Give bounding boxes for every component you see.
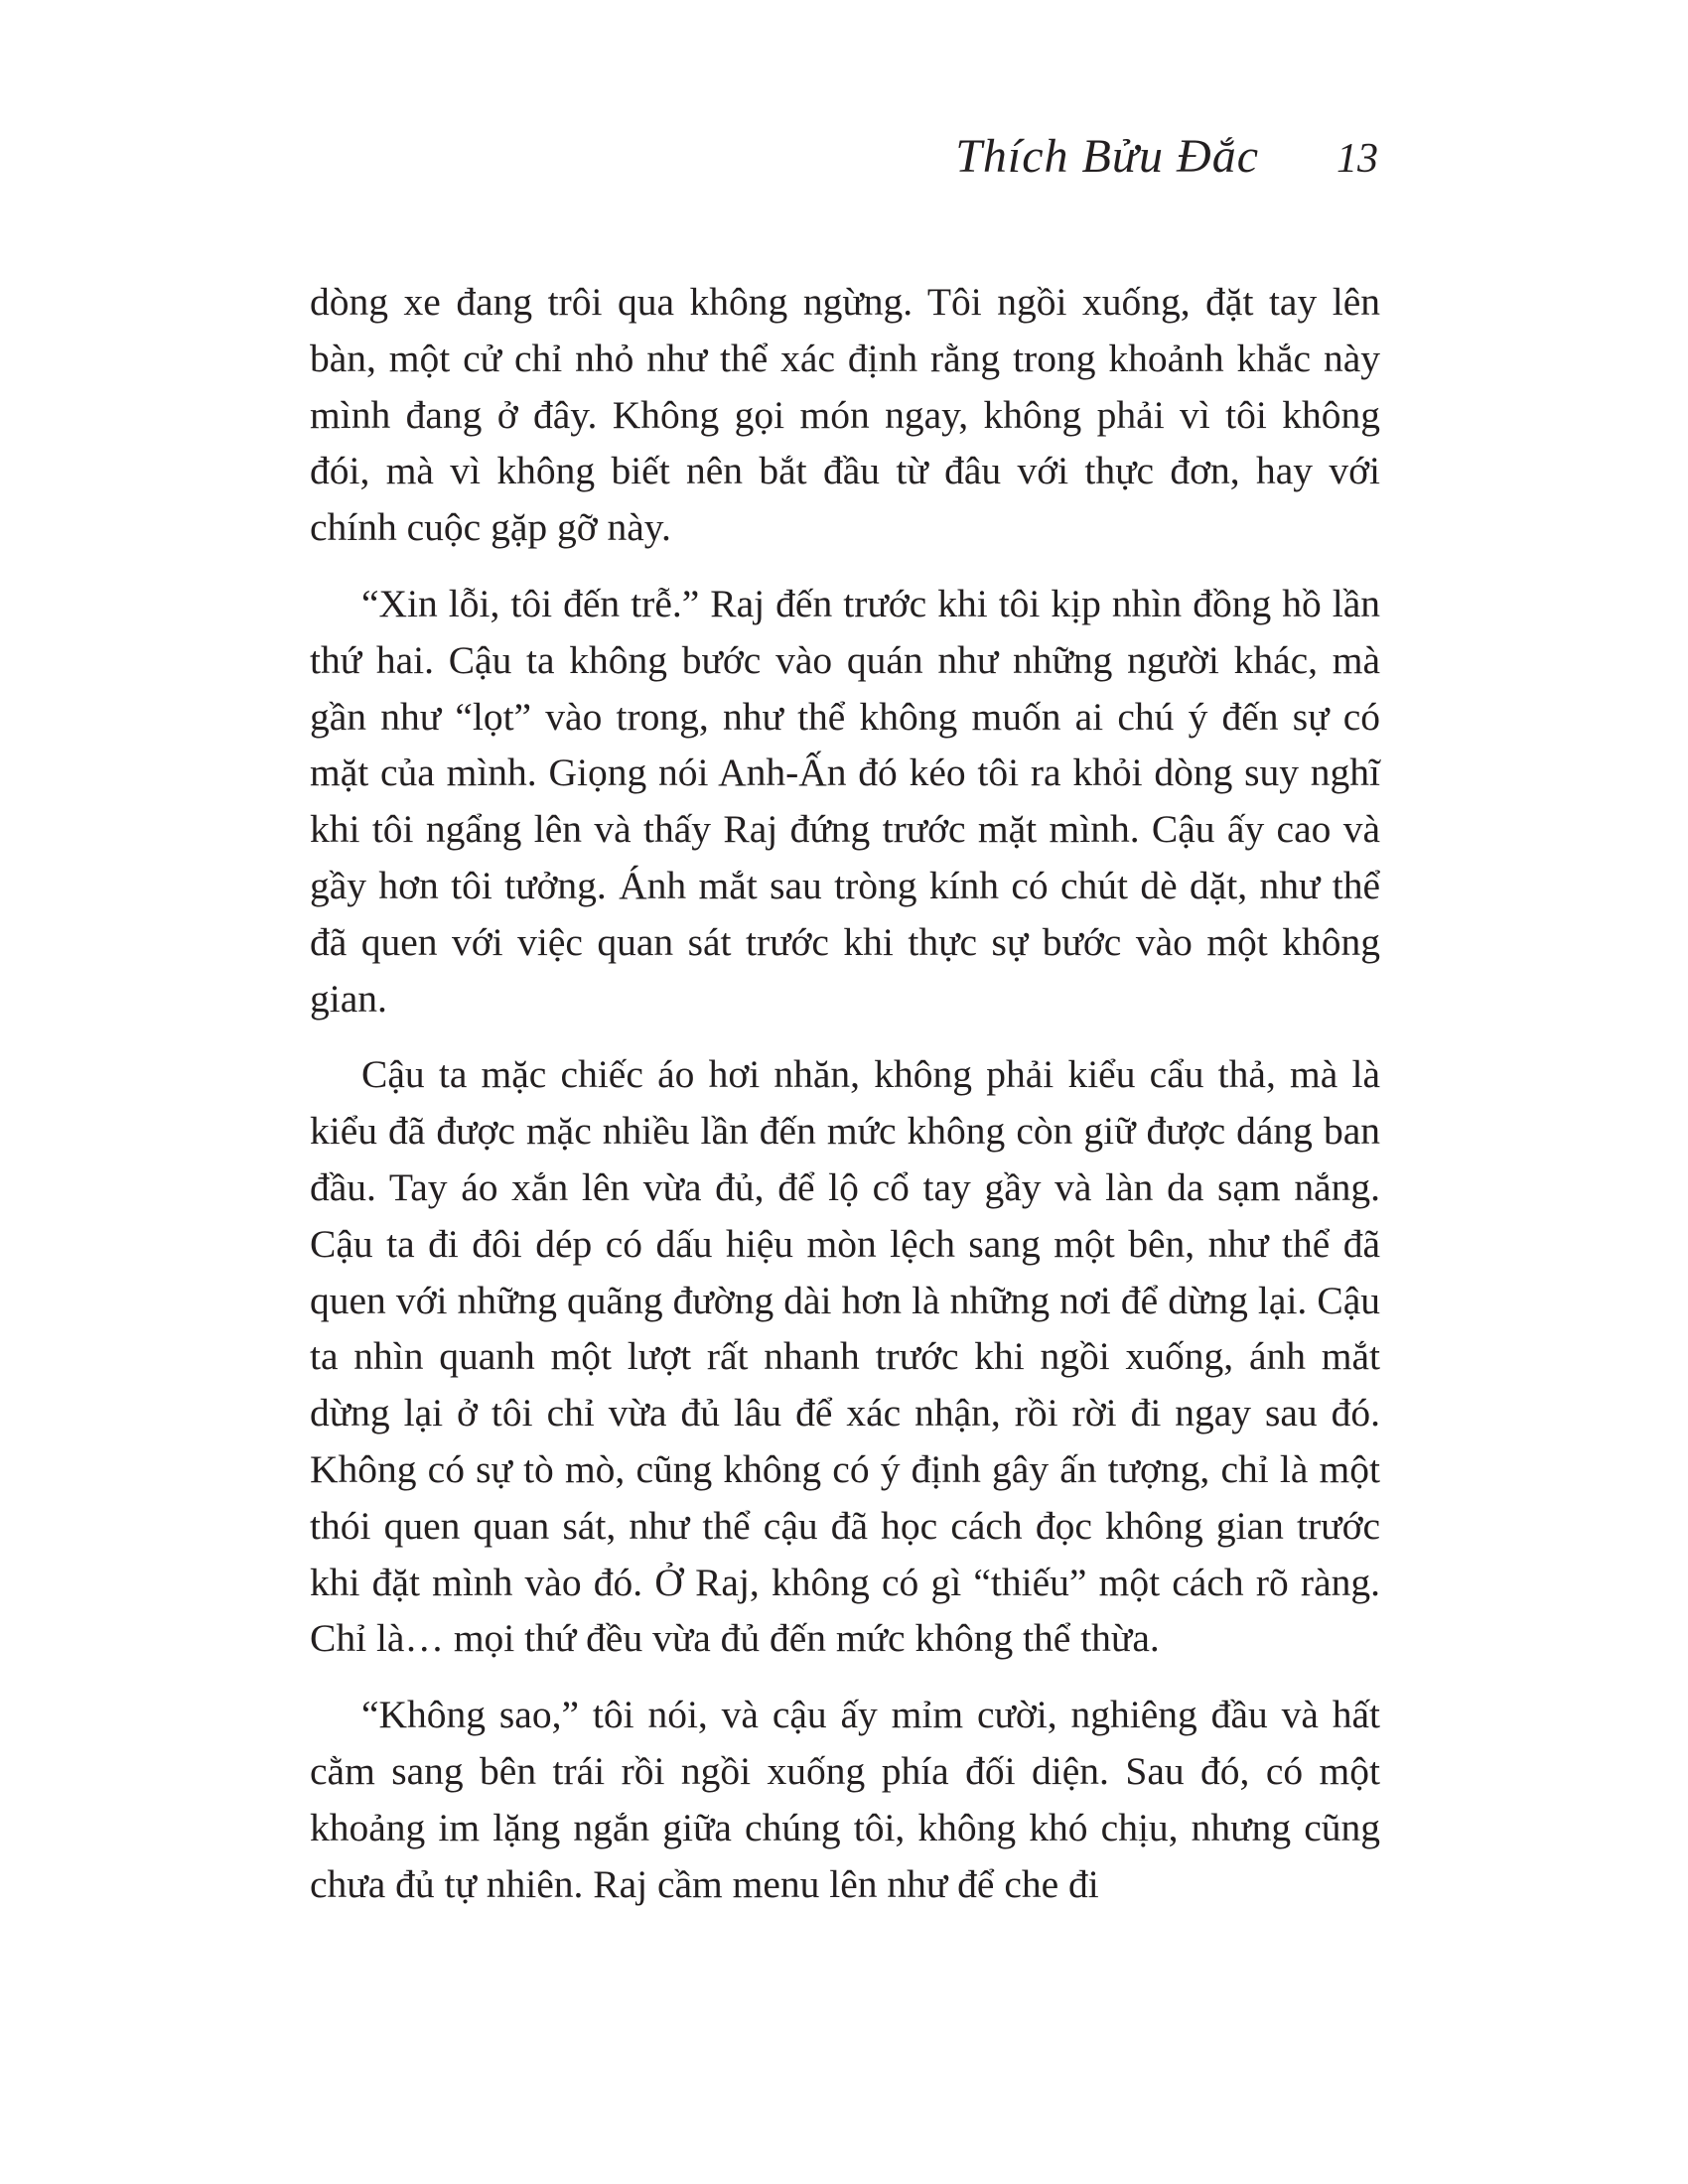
paragraph-2: “Xin lỗi, tôi đến trễ.” Raj đến trước khi tôi kịp nhìn đồng hồ lần thứ hai. Cậu ta không bước vào quán như những người khác, mà gần như “lọt” vào trong, như thể không muốn ai chú ý đến sự có mặt của mình. Giọng nói Anh-Ấn đó kéo tôi ra khỏi dòng suy nghĩ khi tôi ngẩng lên và thấy Raj đứng trước mặt mình. Cậu ấy cao và gầy hơn tôi tưởng. Ánh mắt sau tròng kính có chút dè dặt, như thể đã quen với việc quan sát trước khi thực sự bước vào một không gian.	[310, 581, 1380, 1021]
running-title: Thích Bửu Đắc	[955, 130, 1259, 183]
running-head	[955, 129, 1378, 184]
paragraph-3: Cậu ta mặc chiếc áo hơi nhăn, không phải kiểu cẩu thả, mà là kiểu đã được mặc nhiều lần đến mức không còn giữ được dáng ban đầu. Tay áo xắn lên vừa đủ, để lộ cổ tay gầy và làn da sạm nắng. Cậu ta đi đôi dép có dấu hiệu mòn lệch sang một bên, như thể đã quen với những quãng đường dài hơn là những nơi để dừng lại. Cậu ta nhìn quanh một lượt rất nhanh trước khi ngồi xuống, ánh mắt dừng lại ở tôi chỉ vừa đủ lâu để xác nhận, rồi rời đi ngay sau đó. Không có sự tò mò, cũng không có ý định gây ấn tượng, chỉ là một thói quen quan sát, như thể cậu đã học cách đọc không gian trước khi đặt mình vào đó. Ở Raj, không có gì “thiếu” một cách rõ ràng. Chỉ là… mọi thứ đều vừa đủ đến mức không thể thừa.	[310, 1052, 1380, 1661]
paragraph-1: dòng xe đang trôi qua không ngừng. Tôi ngồi xuống, đặt tay lên bàn, một cử chỉ nhỏ như thể xác định rằng trong khoảnh khắc này mình đang ở đây. Không gọi món ngay, không phải vì tôi không đói, mà vì không biết nên bắt đầu từ đâu với thực đơn, hay với chính cuộc gặp gỡ này.	[310, 280, 1380, 550]
paragraph-4: “Không sao,” tôi nói, và cậu ấy mỉm cười, nghiêng đầu và hất cằm sang bên trái rồi ngồi xuống phía đối diện. Sau đó, có một khoảng im lặng ngắn giữa chúng tôi, không khó chịu, nhưng cũng chưa đủ tự nhiên. Raj cầm menu lên như để che đi	[310, 1693, 1380, 1906]
page-number: 13	[1336, 136, 1378, 182]
body-text	[310, 274, 1380, 1932]
